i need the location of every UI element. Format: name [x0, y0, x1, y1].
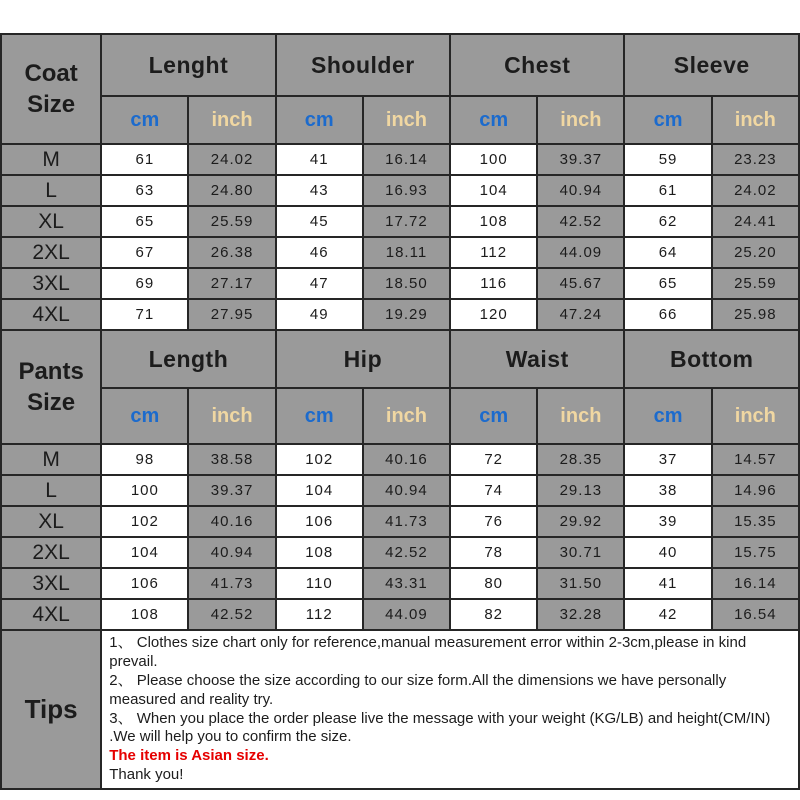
size-chart-table	[0, 33, 800, 790]
table-cell: 43	[276, 175, 363, 206]
row-size-label: 3XL	[1, 268, 101, 299]
table-cell: 40.16	[188, 506, 275, 537]
table-cell: 104	[101, 537, 188, 568]
table-cell: 59	[624, 144, 711, 175]
table-cell: 24.80	[188, 175, 275, 206]
table-cell: 27.95	[188, 299, 275, 330]
unit-header-cm: cm	[450, 96, 537, 144]
table-cell: 39.37	[537, 144, 624, 175]
tips-section	[1, 630, 799, 789]
table-cell: 16.14	[363, 144, 450, 175]
pants-row-xl	[1, 506, 799, 537]
pants-table-section	[1, 330, 799, 630]
coat-row-2xl	[1, 237, 799, 268]
table-cell: 102	[101, 506, 188, 537]
table-cell: 98	[101, 444, 188, 475]
table-cell: 41.73	[188, 568, 275, 599]
table-cell: 108	[276, 537, 363, 568]
table-cell: 49	[276, 299, 363, 330]
table-cell: 27.17	[188, 268, 275, 299]
table-cell: 16.93	[363, 175, 450, 206]
table-cell: 18.11	[363, 237, 450, 268]
table-cell: 46	[276, 237, 363, 268]
table-cell: 15.75	[712, 537, 799, 568]
table-cell: 65	[624, 268, 711, 299]
table-cell: 120	[450, 299, 537, 330]
unit-header-inch: inch	[537, 388, 624, 444]
row-size-label: M	[1, 444, 101, 475]
tip-line-1: 1、 Clothes size chart only for reference,manual measurement error within 2-3cm,please in kind prevail.	[109, 634, 747, 670]
size-chart	[0, 33, 800, 790]
table-cell: 61	[624, 175, 711, 206]
pants-size-section-label: Pants Size	[1, 330, 101, 444]
unit-header-cm: cm	[276, 96, 363, 144]
table-cell: 32.28	[537, 599, 624, 630]
pants-row-2xl	[1, 537, 799, 568]
row-size-label: L	[1, 475, 101, 506]
tip-line-3: 3、 When you place the order please live the message with your weight (KG/LB) and height(CM/IN) .We will help you to confirm the size.	[109, 709, 771, 746]
table-cell: 71	[101, 299, 188, 330]
table-cell: 108	[101, 599, 188, 630]
table-cell: 47.24	[537, 299, 624, 330]
row-size-label: XL	[1, 206, 101, 237]
table-cell: 66	[624, 299, 711, 330]
table-cell: 64	[624, 237, 711, 268]
table-cell: 102	[276, 444, 363, 475]
row-size-label: 2XL	[1, 237, 101, 268]
table-cell: 24.41	[712, 206, 799, 237]
tip-thank-you: Thank you!	[109, 766, 184, 784]
unit-header-inch: inch	[188, 96, 275, 144]
pants-header-row	[1, 330, 799, 388]
unit-header-inch: inch	[537, 96, 624, 144]
unit-header-cm: cm	[624, 96, 711, 144]
table-cell: 100	[450, 144, 537, 175]
table-cell: 112	[276, 599, 363, 630]
table-cell: 40	[624, 537, 711, 568]
pants-row-l	[1, 475, 799, 506]
coat-header-shoulder: Shoulder	[276, 34, 450, 96]
table-cell: 39	[624, 506, 711, 537]
coat-header-chest: Chest	[450, 34, 624, 96]
table-cell: 18.50	[363, 268, 450, 299]
table-cell: 108	[450, 206, 537, 237]
table-cell: 41.73	[363, 506, 450, 537]
coat-header-sleeve: Sleeve	[624, 34, 799, 96]
row-size-label: 4XL	[1, 599, 101, 630]
tip-line-2: 2、 Please choose the size according to our size form.All the dimensions we have personally measured and reality try.	[109, 671, 727, 708]
table-cell: 25.59	[188, 206, 275, 237]
coat-row-xl	[1, 206, 799, 237]
tips-section-label: Tips	[1, 630, 101, 789]
table-cell: 26.38	[188, 237, 275, 268]
table-cell: 29.13	[537, 475, 624, 506]
table-cell: 42.52	[363, 537, 450, 568]
table-cell: 41	[276, 144, 363, 175]
unit-header-cm: cm	[101, 388, 188, 444]
table-cell: 30.71	[537, 537, 624, 568]
pants-row-m	[1, 444, 799, 475]
table-cell: 80	[450, 568, 537, 599]
table-cell: 44.09	[537, 237, 624, 268]
table-cell: 45	[276, 206, 363, 237]
table-cell: 40.94	[363, 475, 450, 506]
pants-row-3xl	[1, 568, 799, 599]
pants-header-hip: Hip	[276, 330, 450, 388]
row-size-label: L	[1, 175, 101, 206]
pants-row-4xl	[1, 599, 799, 630]
table-cell: 40.94	[537, 175, 624, 206]
pants-units-row	[1, 388, 799, 444]
unit-header-inch: inch	[363, 96, 450, 144]
table-cell: 100	[101, 475, 188, 506]
table-cell: 28.35	[537, 444, 624, 475]
table-cell: 44.09	[363, 599, 450, 630]
unit-header-cm: cm	[450, 388, 537, 444]
table-cell: 25.20	[712, 237, 799, 268]
row-size-label: 4XL	[1, 299, 101, 330]
table-cell: 14.57	[712, 444, 799, 475]
table-cell: 42.52	[537, 206, 624, 237]
table-cell: 25.98	[712, 299, 799, 330]
coat-size-section-label: Coat Size	[1, 34, 101, 144]
coat-row-3xl	[1, 268, 799, 299]
row-size-label: M	[1, 144, 101, 175]
tips-content	[101, 630, 799, 789]
coat-header-lenght: Lenght	[101, 34, 275, 96]
unit-header-inch: inch	[712, 96, 799, 144]
table-cell: 43.31	[363, 568, 450, 599]
row-size-label: 2XL	[1, 537, 101, 568]
table-cell: 47	[276, 268, 363, 299]
unit-header-cm: cm	[624, 388, 711, 444]
table-cell: 112	[450, 237, 537, 268]
table-cell: 65	[101, 206, 188, 237]
table-cell: 110	[276, 568, 363, 599]
table-cell: 42	[624, 599, 711, 630]
table-cell: 16.14	[712, 568, 799, 599]
table-cell: 74	[450, 475, 537, 506]
table-cell: 104	[276, 475, 363, 506]
unit-header-inch: inch	[188, 388, 275, 444]
tips-row	[1, 630, 799, 789]
coat-units-row	[1, 96, 799, 144]
table-cell: 106	[276, 506, 363, 537]
unit-header-cm: cm	[276, 388, 363, 444]
table-cell: 38.58	[188, 444, 275, 475]
table-cell: 14.96	[712, 475, 799, 506]
pants-header-waist: Waist	[450, 330, 624, 388]
unit-header-cm: cm	[101, 96, 188, 144]
table-cell: 15.35	[712, 506, 799, 537]
table-cell: 37	[624, 444, 711, 475]
table-cell: 42.52	[188, 599, 275, 630]
table-cell: 61	[101, 144, 188, 175]
table-cell: 78	[450, 537, 537, 568]
table-cell: 23.23	[712, 144, 799, 175]
table-cell: 62	[624, 206, 711, 237]
table-cell: 116	[450, 268, 537, 299]
table-cell: 41	[624, 568, 711, 599]
table-cell: 72	[450, 444, 537, 475]
table-cell: 17.72	[363, 206, 450, 237]
coat-header-row	[1, 34, 799, 96]
unit-header-inch: inch	[712, 388, 799, 444]
table-cell: 40.94	[188, 537, 275, 568]
coat-row-4xl	[1, 299, 799, 330]
table-cell: 16.54	[712, 599, 799, 630]
row-size-label: 3XL	[1, 568, 101, 599]
pants-header-length: Length	[101, 330, 275, 388]
table-cell: 39.37	[188, 475, 275, 506]
table-cell: 31.50	[537, 568, 624, 599]
table-cell: 67	[101, 237, 188, 268]
table-cell: 106	[101, 568, 188, 599]
unit-header-inch: inch	[363, 388, 450, 444]
table-cell: 82	[450, 599, 537, 630]
table-cell: 19.29	[363, 299, 450, 330]
table-cell: 63	[101, 175, 188, 206]
table-cell: 69	[101, 268, 188, 299]
table-cell: 40.16	[363, 444, 450, 475]
table-cell: 104	[450, 175, 537, 206]
table-cell: 76	[450, 506, 537, 537]
tip-asian-size-note: The item is Asian size.	[109, 747, 269, 765]
pants-header-bottom: Bottom	[624, 330, 799, 388]
coat-table-section	[1, 34, 799, 330]
table-cell: 24.02	[188, 144, 275, 175]
table-cell: 38	[624, 475, 711, 506]
table-cell: 29.92	[537, 506, 624, 537]
table-cell: 24.02	[712, 175, 799, 206]
coat-row-l	[1, 175, 799, 206]
coat-row-m	[1, 144, 799, 175]
table-cell: 45.67	[537, 268, 624, 299]
table-cell: 25.59	[712, 268, 799, 299]
row-size-label: XL	[1, 506, 101, 537]
